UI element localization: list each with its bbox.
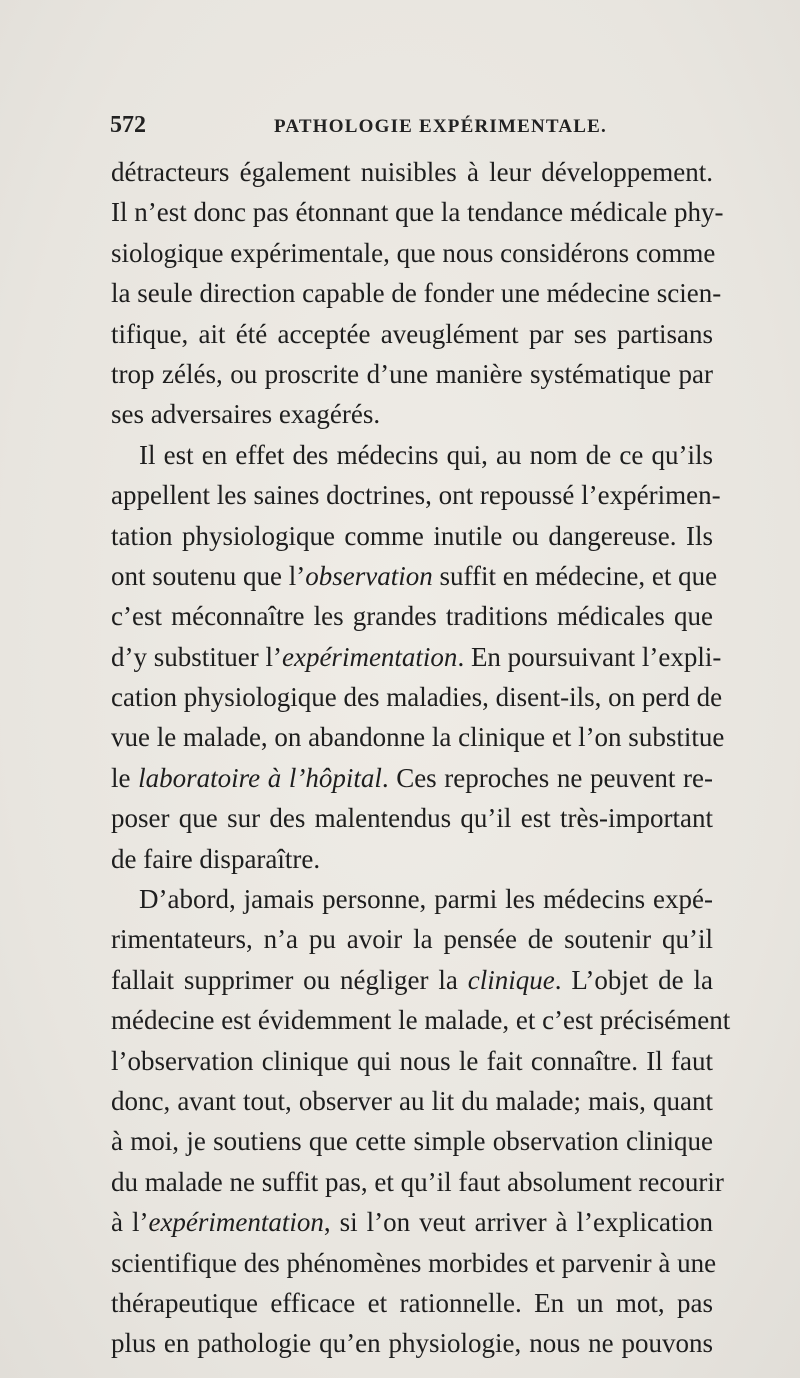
italic-text: expérimentation bbox=[281, 641, 458, 672]
text-line bbox=[111, 677, 723, 717]
text-line bbox=[111, 152, 713, 192]
text-line bbox=[111, 1283, 713, 1323]
text-segment: ont soutenu que l’ bbox=[111, 560, 306, 591]
text-line bbox=[111, 1202, 713, 1242]
text-segment: thérapeutique efficace et rationnelle. En un mot, pas bbox=[111, 1287, 713, 1318]
text-line bbox=[111, 798, 713, 838]
text-line bbox=[111, 394, 713, 434]
text-segment: du malade ne suffit pas, et qu’il faut absolument recourir bbox=[111, 1166, 724, 1197]
text-line bbox=[111, 758, 713, 798]
text-segment: poser que sur des malentendus qu’il est très-important bbox=[111, 803, 713, 834]
text-segment: à l’ bbox=[111, 1207, 149, 1238]
italic-text: observation bbox=[305, 560, 433, 591]
italic-text: laboratoire à l’hôpital bbox=[138, 762, 382, 793]
text-segment: l’observation clinique qui nous le fait connaître. Il faut bbox=[111, 1045, 713, 1076]
text-segment: Il est en effet des médecins qui, au nom de ce qu’ils bbox=[139, 439, 713, 470]
text-segment: Il n’est donc pas étonnant que la tendance médicale phy- bbox=[111, 197, 724, 228]
text-line bbox=[111, 435, 713, 475]
text-line bbox=[111, 1323, 713, 1363]
text-segment: ses adversaires exagérés. bbox=[111, 399, 381, 430]
text-segment: vue le malade, on abandonne la clinique et l’on substitue bbox=[111, 722, 725, 753]
running-title: PATHOLOGIE EXPÉRIMENTALE. bbox=[274, 116, 607, 137]
text-segment: à moi, je soutiens que cette simple observation clinique bbox=[111, 1126, 713, 1157]
text-segment: . L’objet de la bbox=[554, 964, 714, 995]
text-line bbox=[111, 1121, 713, 1161]
text-line bbox=[111, 1081, 713, 1121]
text-line bbox=[111, 314, 713, 354]
text-segment: le bbox=[111, 762, 139, 793]
text-segment: plus en pathologie qu’en physiologie, nous ne pouvons bbox=[111, 1328, 713, 1359]
text-segment: scientifique des phénomènes morbides et parvenir à une bbox=[111, 1247, 717, 1278]
text-line bbox=[111, 516, 713, 556]
text-segment: c’est méconnaître les grandes traditions médicales que bbox=[111, 601, 713, 632]
text-line bbox=[111, 273, 722, 313]
text-segment: D’abord, jamais personne, parmi les médecins expé- bbox=[139, 884, 713, 915]
text-segment: cation physiologique des maladies, disent-ils, on perd de bbox=[111, 682, 723, 713]
text-segment: la seule direction capable de fonder une médecine scien- bbox=[111, 278, 722, 309]
text-segment: d’y substituer l’ bbox=[111, 641, 282, 672]
text-segment: suffit en médecine, et que bbox=[432, 560, 718, 591]
text-line bbox=[111, 879, 713, 919]
text-segment: rimentateurs, n’a pu avoir la pensée de soutenir qu’il bbox=[111, 924, 713, 955]
page-header bbox=[110, 112, 710, 142]
text-line bbox=[111, 233, 716, 273]
text-line bbox=[111, 1000, 731, 1040]
italic-text: clinique bbox=[467, 964, 555, 995]
text-segment: trop zélés, ou proscrite d’une manière systématique par bbox=[111, 358, 713, 389]
text-line bbox=[111, 960, 713, 1000]
text-segment: . En poursuivant l’expli- bbox=[457, 641, 722, 672]
text-segment: de faire disparaître. bbox=[111, 843, 321, 874]
text-line bbox=[111, 556, 718, 596]
text-segment: siologique expérimentale, que nous considérons comme bbox=[111, 237, 716, 268]
text-line bbox=[111, 839, 713, 879]
text-segment: appellent les saines doctrines, ont repoussé l’expérimen- bbox=[111, 480, 721, 511]
text-segment: fallait supprimer ou négliger la bbox=[111, 964, 468, 995]
text-line bbox=[111, 637, 722, 677]
text-line bbox=[111, 354, 713, 394]
italic-text: expérimentation bbox=[148, 1207, 324, 1238]
body-text bbox=[111, 152, 731, 1364]
page-number: 572 bbox=[110, 112, 146, 138]
text-segment: , si l’on veut arriver à l’explication bbox=[323, 1207, 713, 1238]
text-segment: tation physiologique comme inutile ou dangereuse. Ils bbox=[111, 520, 713, 551]
text-line bbox=[111, 1162, 724, 1202]
text-segment: détracteurs également nuisibles à leur développement. bbox=[111, 157, 713, 187]
text-line bbox=[111, 475, 721, 515]
text-line bbox=[111, 192, 724, 232]
text-segment: tifique, ait été acceptée aveuglément par ses partisans bbox=[111, 318, 713, 349]
text-line bbox=[111, 919, 713, 959]
text-segment: donc, avant tout, observer au lit du malade; mais, quant bbox=[111, 1085, 713, 1116]
text-line bbox=[111, 596, 713, 636]
text-segment: médecine est évidemment le malade, et c’est précisément bbox=[111, 1005, 731, 1036]
text-line bbox=[111, 717, 725, 757]
text-segment: . Ces reproches ne peuvent re- bbox=[381, 762, 713, 793]
text-line bbox=[111, 1041, 713, 1081]
text-line bbox=[111, 1243, 717, 1283]
